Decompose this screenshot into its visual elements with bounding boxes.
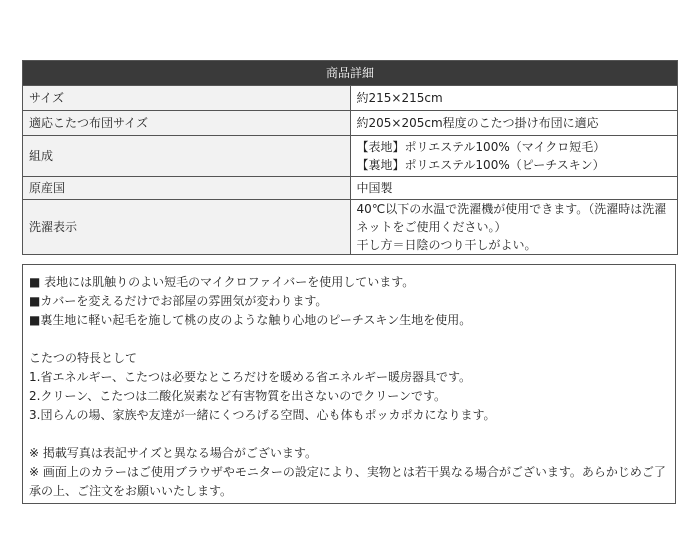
kotatsu-point: 2.クリーン、こたつは二酸化炭素など有害物質を出さないのでクリーンです。 — [29, 389, 447, 403]
disclaimer: ※ 掲載写真は表記サイズと異なる場合がございます。 — [29, 446, 317, 460]
table-row-futon-size — [23, 111, 678, 136]
table-header: 商品詳細 — [23, 61, 678, 86]
product-details-table — [22, 60, 678, 255]
kotatsu-point: 3.団らんの場、家族や友達が一緒にくつろげる空間、心も体もポッカポカになります。 — [29, 408, 496, 422]
row-value: 約215×215cm — [350, 86, 678, 111]
kotatsu-point: 1.省エネルギー、こたつは必要なところだけを暖める省エネルギー暖房器具です。 — [29, 370, 472, 384]
table-row-composition — [23, 136, 678, 177]
row-label: サイズ — [23, 86, 351, 111]
notes-box — [22, 264, 676, 504]
feature-item: ■カバーを変えるだけでお部屋の雰囲気が変わります。 — [29, 294, 328, 308]
table-row-origin — [23, 177, 678, 200]
row-value: 中国製 — [350, 177, 678, 200]
row-label: 組成 — [23, 136, 351, 177]
row-label: 原産国 — [23, 177, 351, 200]
row-value: 約205×205cm程度のこたつ掛け布団に適応 — [350, 111, 678, 136]
drying-instruction: 干し方＝日陰のつり干しがよい。 — [356, 238, 537, 252]
table-row-washing — [23, 200, 678, 255]
table-row-size — [23, 86, 678, 111]
feature-item: ■裏生地に軽い起毛を施して桃の皮のような触り心地のピーチスキン生地を使用。 — [29, 313, 472, 327]
disclaimer: ※ 画面上のカラーはご使用ブラウザやモニターの設定により、実物とは若干異なる場合がございます。あらかじめご了承の上、ご注文をお願いいたします。 — [29, 465, 666, 498]
washing-instruction: 40℃以下の水温で洗濯機が使用できます。（洗濯時は洗濯ネットをご使用ください。） — [356, 202, 667, 234]
kotatsu-heading: こたつの特長として — [29, 351, 138, 365]
composition-front: 【表地】ポリエステル100%（マイクロ短毛） — [356, 140, 606, 154]
row-value — [350, 200, 678, 255]
row-label: 洗濯表示 — [23, 200, 351, 255]
composition-back: 【裏地】ポリエステル100%（ピーチスキン） — [356, 158, 605, 172]
row-value — [350, 136, 678, 177]
row-label: 適応こたつ布団サイズ — [23, 111, 351, 136]
feature-item: ■ 表地には肌触りのよい短毛のマイクロファイバーを使用しています。 — [29, 275, 415, 289]
